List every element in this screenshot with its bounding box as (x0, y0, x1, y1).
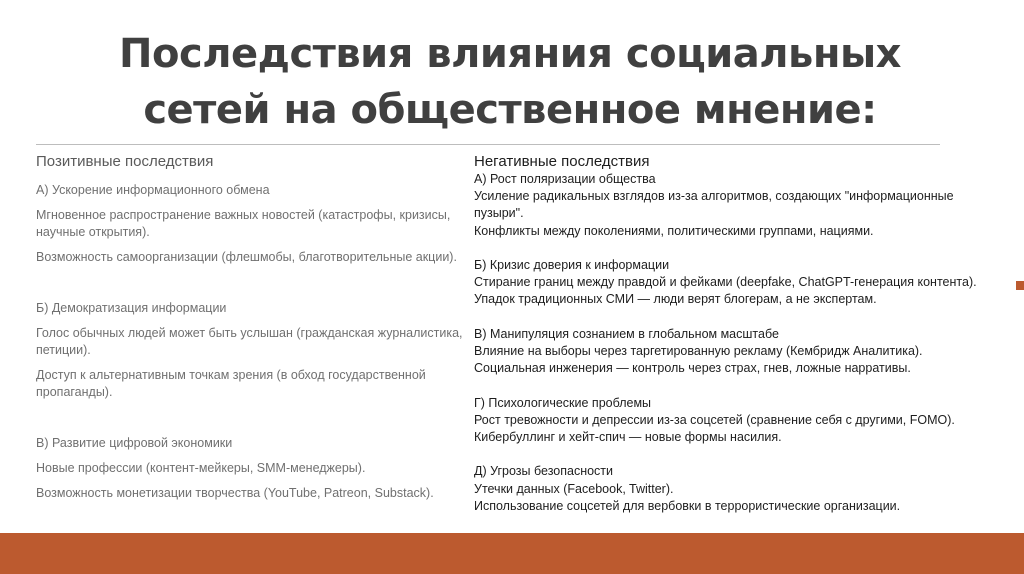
positive-column (36, 152, 472, 510)
spacer (36, 274, 472, 300)
positive-item: Мгновенное распространение важных новостей (катастрофы, кризисы, научные открытия). (36, 208, 451, 239)
positive-section-header: Б) Демократизация информации (36, 301, 227, 315)
negative-item: Социальная инженерия — контроль через страх, гнев, ложные нарративы. (474, 361, 911, 376)
negative-item: Влияние на выборы через таргетированную рекламу (Кембридж Аналитика). (474, 344, 923, 358)
negative-item: Упадок традиционных СМИ — люди верят блогерам, а не экспертам. (474, 292, 877, 307)
accent-tick (1016, 281, 1024, 290)
spacer (474, 377, 1014, 394)
positive-heading: Позитивные последствия (36, 153, 214, 170)
negative-item: Использование соцсетей для вербовки в террористические организации. (474, 498, 901, 513)
positive-section-header: В) Развитие цифровой экономики (36, 436, 233, 450)
footer-accent-bar (0, 533, 1024, 574)
negative-heading: Негативные последствия (474, 153, 650, 170)
slide-title-line-2: сетей на общественное мнение: (143, 87, 877, 133)
negative-item: Кибербуллинг и хейт-спич — новые формы насилия. (474, 430, 782, 444)
negative-section-header: Д) Угрозы безопасности (474, 464, 614, 479)
negative-item: Рост тревожности и депрессии из-за соцсетей (сравнение себя с другими, FOMO). (474, 412, 955, 427)
negative-column (474, 152, 1014, 515)
negative-section-header: Г) Психологические проблемы (474, 395, 652, 410)
spacer (474, 309, 1014, 326)
negative-item: Стирание границ между правдой и фейками (deepfake, ChatGPT-генерация контента). (474, 275, 977, 290)
slide-title (60, 26, 960, 138)
positive-item: Возможность самоорганизации (флешмобы, благотворительные акции). (36, 250, 457, 264)
negative-section-header: А) Рост поляризации общества (474, 172, 656, 186)
spacer (474, 240, 1014, 257)
slide-title-line-1: Последствия влияния социальных (119, 31, 901, 77)
negative-item: Конфликты между поколениями, политическими группами, нациями. (474, 223, 874, 238)
negative-item: Утечки данных (Facebook, Twitter). (474, 481, 674, 496)
positive-section-header: А) Ускорение информационного обмена (36, 183, 270, 197)
positive-item: Новые профессии (контент-мейкеры, SMM-менеджеры). (36, 461, 366, 475)
negative-section-header: Б) Кризис доверия к информации (474, 258, 670, 272)
spacer (474, 446, 1014, 463)
positive-item: Возможность монетизации творчества (YouTube, Patreon, Substack). (36, 486, 434, 500)
positive-item: Голос обычных людей может быть услышан (гражданская журналистика, петиции). (36, 326, 463, 357)
positive-item: Доступ к альтернативным точкам зрения (в обход государственной пропаганды). (36, 368, 426, 399)
negative-item: Усиление радикальных взглядов из-за алгоритмов, создающих "информационные пузыри". (474, 189, 954, 221)
title-divider (36, 144, 940, 145)
spacer (36, 409, 472, 435)
negative-section-header: В) Манипуляция сознанием в глобальном масштабе (474, 326, 779, 341)
